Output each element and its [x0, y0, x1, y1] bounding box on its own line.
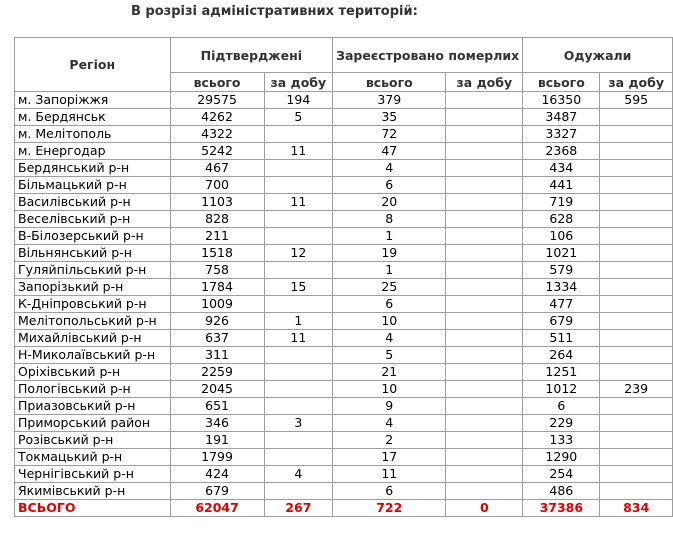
cell-confirmed-day [264, 398, 333, 415]
cell-region: Бердянський р-н [15, 160, 171, 177]
cell-confirmed-total: 679 [170, 483, 264, 500]
cell-confirmed-day [264, 381, 333, 398]
cell-region: Розівський р-н [15, 432, 171, 449]
cell-recovered-total: 679 [523, 313, 600, 330]
cell-recovered-day [600, 279, 673, 296]
cell-region: м. Бердянськ [15, 109, 171, 126]
cell-region: К-Дніпровський р-н [15, 296, 171, 313]
table-row [15, 177, 673, 194]
table-row [15, 228, 673, 245]
cell-recovered-total: 3487 [523, 109, 600, 126]
table-row [15, 313, 673, 330]
cell-confirmed-day: 194 [264, 92, 333, 109]
cell-deaths-total: 19 [333, 245, 446, 262]
cell-recovered-total: 254 [523, 466, 600, 483]
cell-confirmed-day: 12 [264, 245, 333, 262]
cell-confirmed-day: 15 [264, 279, 333, 296]
cell-confirmed-total: 758 [170, 262, 264, 279]
cell-recovered-day [600, 245, 673, 262]
cell-recovered-day [600, 296, 673, 313]
cell-recovered-day [600, 143, 673, 160]
cell-deaths-total: 4 [333, 415, 446, 432]
cell-recovered-total: 486 [523, 483, 600, 500]
table-row [15, 466, 673, 483]
cell-confirmed-day [264, 483, 333, 500]
cell-confirmed-total: 311 [170, 347, 264, 364]
cell-confirmed-day: 1 [264, 313, 333, 330]
table-row [15, 483, 673, 500]
cell-confirmed-total: 2045 [170, 381, 264, 398]
cell-deaths-day [446, 194, 523, 211]
cell-deaths-day [446, 313, 523, 330]
table-row [15, 364, 673, 381]
cell-deaths-total: 6 [333, 483, 446, 500]
cell-deaths-day [446, 109, 523, 126]
total-cell-region: ВСЬОГО [15, 500, 171, 517]
cell-deaths-total: 20 [333, 194, 446, 211]
cell-confirmed-total: 424 [170, 466, 264, 483]
cell-confirmed-day: 11 [264, 330, 333, 347]
table-row [15, 211, 673, 228]
table-row [15, 143, 673, 160]
cell-recovered-total: 264 [523, 347, 600, 364]
cell-recovered-total: 2368 [523, 143, 600, 160]
subheader-deaths-total: всього [333, 73, 446, 92]
cell-deaths-day [446, 279, 523, 296]
cell-deaths-day [446, 296, 523, 313]
cell-recovered-day [600, 347, 673, 364]
table-body [15, 92, 673, 517]
cell-deaths-total: 35 [333, 109, 446, 126]
cell-region: Приазовський р-н [15, 398, 171, 415]
cell-deaths-total: 4 [333, 160, 446, 177]
cell-confirmed-day [264, 449, 333, 466]
cell-recovered-day: 595 [600, 92, 673, 109]
total-cell-recovered-total: 37386 [523, 500, 600, 517]
cell-recovered-day [600, 211, 673, 228]
cell-confirmed-total: 1799 [170, 449, 264, 466]
subheader-deaths-day: за добу [446, 73, 523, 92]
cell-confirmed-total: 651 [170, 398, 264, 415]
cell-confirmed-total: 2259 [170, 364, 264, 381]
subheader-recovered-day: за добу [600, 73, 673, 92]
cell-recovered-day [600, 126, 673, 143]
cell-confirmed-total: 926 [170, 313, 264, 330]
cell-recovered-total: 579 [523, 262, 600, 279]
cell-deaths-total: 21 [333, 364, 446, 381]
cell-confirmed-day [264, 177, 333, 194]
cell-confirmed-day [264, 160, 333, 177]
table-row [15, 347, 673, 364]
cell-recovered-total: 1290 [523, 449, 600, 466]
page-title: В розрізі адміністративних територій: [131, 4, 418, 19]
regions-table [14, 37, 673, 517]
cell-deaths-day [446, 92, 523, 109]
cell-deaths-day [446, 245, 523, 262]
header-confirmed: Підтверджені [170, 38, 333, 73]
cell-recovered-total: 1334 [523, 279, 600, 296]
total-cell-deaths-day: 0 [446, 500, 523, 517]
cell-deaths-day [446, 483, 523, 500]
cell-deaths-total: 8 [333, 211, 446, 228]
cell-recovered-total: 477 [523, 296, 600, 313]
table-row [15, 160, 673, 177]
cell-confirmed-total: 637 [170, 330, 264, 347]
table-row [15, 398, 673, 415]
table-row [15, 279, 673, 296]
cell-region: Якимівський р-н [15, 483, 171, 500]
cell-deaths-total: 9 [333, 398, 446, 415]
cell-deaths-day [446, 381, 523, 398]
cell-confirmed-day [264, 364, 333, 381]
cell-recovered-total: 1021 [523, 245, 600, 262]
cell-deaths-day [446, 143, 523, 160]
cell-recovered-total: 16350 [523, 92, 600, 109]
cell-region: м. Мелітополь [15, 126, 171, 143]
cell-deaths-total: 47 [333, 143, 446, 160]
cell-deaths-total: 5 [333, 347, 446, 364]
cell-recovered-total: 434 [523, 160, 600, 177]
cell-recovered-day [600, 109, 673, 126]
cell-confirmed-total: 1518 [170, 245, 264, 262]
cell-deaths-day [446, 160, 523, 177]
subheader-confirmed-total: всього [170, 73, 264, 92]
cell-confirmed-day: 11 [264, 143, 333, 160]
cell-confirmed-total: 1784 [170, 279, 264, 296]
cell-deaths-day [446, 262, 523, 279]
table-row [15, 381, 673, 398]
cell-confirmed-day [264, 126, 333, 143]
cell-recovered-total: 628 [523, 211, 600, 228]
cell-region: Веселівський р-н [15, 211, 171, 228]
cell-recovered-day [600, 364, 673, 381]
cell-deaths-day [446, 211, 523, 228]
cell-confirmed-total: 4262 [170, 109, 264, 126]
cell-confirmed-day [264, 296, 333, 313]
total-cell-deaths-total: 722 [333, 500, 446, 517]
cell-deaths-total: 6 [333, 177, 446, 194]
cell-confirmed-day: 11 [264, 194, 333, 211]
cell-region: Гуляйпільський р-н [15, 262, 171, 279]
cell-recovered-total: 106 [523, 228, 600, 245]
table-row [15, 432, 673, 449]
cell-deaths-day [446, 364, 523, 381]
cell-confirmed-day: 4 [264, 466, 333, 483]
cell-recovered-day [600, 228, 673, 245]
cell-region: Н-Миколаївський р-н [15, 347, 171, 364]
cell-deaths-total: 11 [333, 466, 446, 483]
cell-confirmed-total: 191 [170, 432, 264, 449]
table-row [15, 245, 673, 262]
cell-recovered-day [600, 262, 673, 279]
cell-recovered-total: 441 [523, 177, 600, 194]
cell-recovered-day [600, 398, 673, 415]
cell-region: м. Запоріжжя [15, 92, 171, 109]
cell-recovered-total: 133 [523, 432, 600, 449]
cell-region: Михайлівський р-н [15, 330, 171, 347]
table-row [15, 109, 673, 126]
cell-confirmed-total: 700 [170, 177, 264, 194]
cell-recovered-total: 1251 [523, 364, 600, 381]
table-row [15, 92, 673, 109]
cell-confirmed-total: 5242 [170, 143, 264, 160]
total-cell-confirmed-day: 267 [264, 500, 333, 517]
cell-deaths-total: 379 [333, 92, 446, 109]
table-row [15, 296, 673, 313]
cell-confirmed-day: 5 [264, 109, 333, 126]
header-region: Регіон [15, 38, 171, 92]
cell-recovered-total: 6 [523, 398, 600, 415]
cell-recovered-day [600, 432, 673, 449]
cell-confirmed-day [264, 432, 333, 449]
cell-deaths-day [446, 432, 523, 449]
cell-deaths-day [446, 177, 523, 194]
cell-recovered-day: 239 [600, 381, 673, 398]
cell-recovered-day [600, 415, 673, 432]
cell-recovered-day [600, 449, 673, 466]
cell-confirmed-total: 29575 [170, 92, 264, 109]
cell-recovered-day [600, 194, 673, 211]
subheader-recovered-total: всього [523, 73, 600, 92]
table-row [15, 262, 673, 279]
cell-region: Запорізький р-н [15, 279, 171, 296]
cell-deaths-total: 17 [333, 449, 446, 466]
header-recovered: Одужали [523, 38, 673, 73]
cell-recovered-day [600, 483, 673, 500]
cell-confirmed-total: 346 [170, 415, 264, 432]
cell-region: Пологівський р-н [15, 381, 171, 398]
cell-region: Чернігівський р-н [15, 466, 171, 483]
cell-recovered-total: 511 [523, 330, 600, 347]
cell-confirmed-total: 1009 [170, 296, 264, 313]
cell-deaths-total: 6 [333, 296, 446, 313]
cell-recovered-total: 1012 [523, 381, 600, 398]
cell-confirmed-total: 467 [170, 160, 264, 177]
cell-deaths-total: 25 [333, 279, 446, 296]
total-row [15, 500, 673, 517]
cell-deaths-total: 4 [333, 330, 446, 347]
cell-deaths-total: 1 [333, 228, 446, 245]
table-row [15, 330, 673, 347]
cell-deaths-total: 1 [333, 262, 446, 279]
cell-recovered-total: 3327 [523, 126, 600, 143]
cell-deaths-total: 10 [333, 313, 446, 330]
cell-confirmed-total: 4322 [170, 126, 264, 143]
cell-deaths-total: 10 [333, 381, 446, 398]
cell-region: Оріхівський р-н [15, 364, 171, 381]
cell-confirmed-total: 828 [170, 211, 264, 228]
cell-deaths-day [446, 466, 523, 483]
cell-recovered-total: 229 [523, 415, 600, 432]
cell-region: Приморський район [15, 415, 171, 432]
cell-recovered-day [600, 160, 673, 177]
cell-region: Вільнянський р-н [15, 245, 171, 262]
total-cell-recovered-day: 834 [600, 500, 673, 517]
cell-confirmed-day [264, 211, 333, 228]
cell-confirmed-day [264, 347, 333, 364]
table-row [15, 126, 673, 143]
cell-deaths-day [446, 330, 523, 347]
cell-region: Більмацький р-н [15, 177, 171, 194]
cell-deaths-day [446, 398, 523, 415]
cell-region: В-Білозерський р-н [15, 228, 171, 245]
cell-recovered-day [600, 313, 673, 330]
cell-confirmed-day [264, 228, 333, 245]
cell-deaths-day [446, 228, 523, 245]
cell-confirmed-day [264, 262, 333, 279]
subheader-confirmed-day: за добу [264, 73, 333, 92]
cell-region: Василівський р-н [15, 194, 171, 211]
cell-recovered-total: 719 [523, 194, 600, 211]
cell-region: м. Енергодар [15, 143, 171, 160]
cell-deaths-day [446, 415, 523, 432]
cell-recovered-day [600, 177, 673, 194]
cell-recovered-day [600, 466, 673, 483]
table-row [15, 415, 673, 432]
cell-confirmed-day: 3 [264, 415, 333, 432]
cell-deaths-total: 72 [333, 126, 446, 143]
table-row [15, 449, 673, 466]
cell-region: Токмацький р-н [15, 449, 171, 466]
cell-confirmed-total: 211 [170, 228, 264, 245]
cell-deaths-day [446, 347, 523, 364]
header-deaths: Зареєстровано померлих [333, 38, 523, 73]
cell-deaths-total: 2 [333, 432, 446, 449]
cell-deaths-day [446, 449, 523, 466]
cell-recovered-day [600, 330, 673, 347]
cell-deaths-day [446, 126, 523, 143]
table-row [15, 194, 673, 211]
total-cell-confirmed-total: 62047 [170, 500, 264, 517]
cell-region: Мелітопольський р-н [15, 313, 171, 330]
cell-confirmed-total: 1103 [170, 194, 264, 211]
